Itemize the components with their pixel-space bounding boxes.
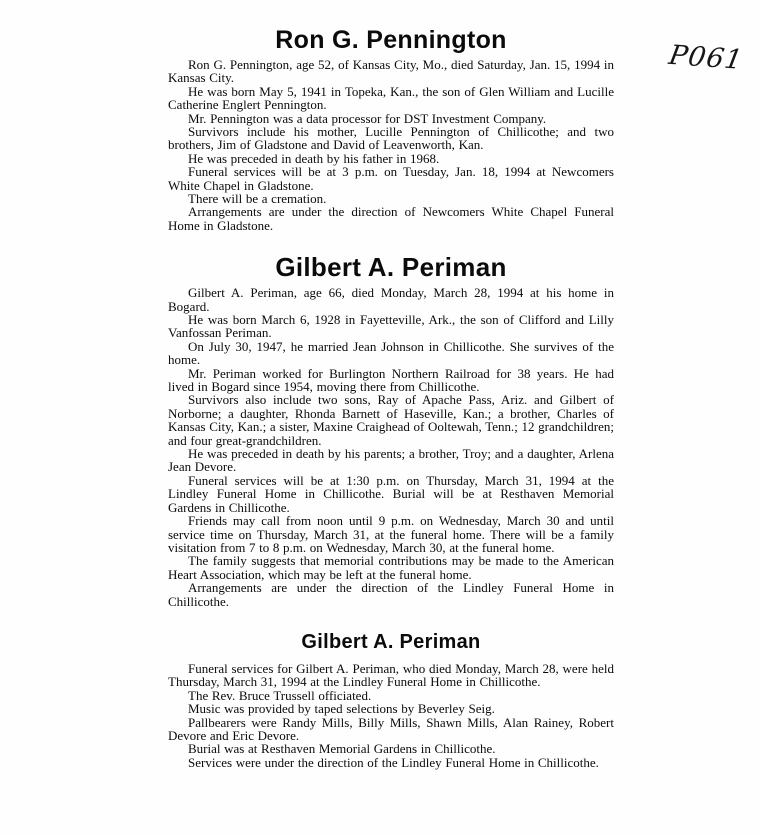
obituary-paragraph: Gilbert A. Periman, age 66, died Monday, March 28, 1994 at his home in Bogard. [168, 285, 614, 314]
obituary-title: Gilbert A. Periman [275, 252, 507, 282]
obituary-paragraph: He was born May 5, 1941 in Topeka, Kan., the son of Glen William and Lucille Catherine Englert Pennington. [168, 83, 614, 113]
obituary-paragraph: Services were under the direction of the Lindley Funeral Home in Chillicothe. [188, 754, 599, 770]
obituary-paragraph: Survivors also include two sons, Ray of Apache Pass, Ariz. and Gilbert of Norborne; a daughter, Rhonda Barnett of Haseville, Kan.; a brother, Charles of Kansas City, Kan.; a sister, Maxine Craighead of Ooltewah, Tenn.; 12 grandchildren; and four great-grandchildren. [168, 392, 614, 448]
obituary-title: Gilbert A. Periman [301, 631, 481, 653]
obituary-paragraph: Mr. Periman worked for Burlington Northern Railroad for 38 years. He had lived in Bogard since 1954, moving there from Chillicothe. [168, 365, 614, 395]
obituary-paragraph: The Rev. Bruce Trussell officiated. [188, 687, 372, 703]
obituary-paragraph: Funeral services for Gilbert A. Periman, who died Monday, March 28, were held Thursday, March 31, 1994 at the Lindley Funeral Home in Chillicothe. [168, 661, 614, 690]
obituary-paragraph: Ron G. Pennington, age 52, of Kansas City, Mo., died Saturday, Jan. 15, 1994 in Kansas City. [168, 57, 614, 86]
obituary-paragraph: Music was provided by taped selections by Beverley Seig. [188, 701, 495, 717]
obituary-paragraph: Arrangements are under the direction of Newcomers White Chapel Funeral Home in Gladstone. [168, 204, 614, 233]
obituary-paragraph: On July 30, 1947, he married Jean Johnson in Chillicothe. She survives of the home. [168, 338, 614, 368]
handwritten-page-code: P061 [666, 40, 746, 76]
obituary-paragraph: Pallbearers were Randy Mills, Billy Mills, Shawn Mills, Alan Rainey, Robert Devore and Eric Devore. [168, 714, 614, 744]
obituary-paragraph: Survivors include his mother, Lucille Pennington of Chillicothe; and two brothers, Jim of Gladstone and David of Leavenworth, Kan. [168, 124, 614, 153]
obituary-paragraph: He was preceded in death by his father in 1968. [188, 150, 440, 166]
obituary-paragraph: Funeral services will be at 1:30 p.m. on Thursday, March 31, 1994 at the Lindley Funeral Home in Chillicothe. Burial will be at Resthaven Memorial Gardens in Chillicothe. [168, 472, 614, 515]
obituary-paragraph: Friends may call from noon until 9 p.m. on Wednesday, March 30 and until service time on Thursday, March 31, at the funeral home. There will be a family visitation from 7 to 8 p.m. on Wednesday, March 30, at the funeral home. [168, 513, 614, 555]
obituary-paragraph: There will be a cremation. [188, 191, 327, 207]
obituary-paragraph: He was preceded in death by his parents; a brother, Troy; and a daughter, Arlena Jean Devore. [168, 446, 614, 475]
obituary-paragraph: Burial was at Resthaven Memorial Gardens in Chillicothe. [188, 741, 496, 757]
obituary-title: Ron G. Pennington [275, 26, 507, 54]
obituary-gilbert-periman [168, 252, 614, 608]
obituary-paragraph: Mr. Pennington was a data processor for DST Investment Company. [188, 110, 547, 126]
obituary-gilbert-periman-funeral-report [168, 630, 614, 769]
obituary-paragraph: Arrangements are under the direction of the Lindley Funeral Home in Chillicothe. [168, 580, 614, 609]
obituary-paragraph: Funeral services will be at 3 p.m. on Tuesday, Jan. 18, 1994 at Newcomers White Chapel in Gladstone. [168, 164, 614, 193]
obituary-ron-pennington [168, 25, 614, 232]
obituary-paragraph: The family suggests that memorial contributions may be made to the American Heart Association, which may be left at the funeral home. [168, 553, 614, 582]
obituary-paragraph: He was born March 6, 1928 in Fayetteville, Ark., the son of Clifford and Lilly Vanfossan Periman. [168, 312, 614, 341]
